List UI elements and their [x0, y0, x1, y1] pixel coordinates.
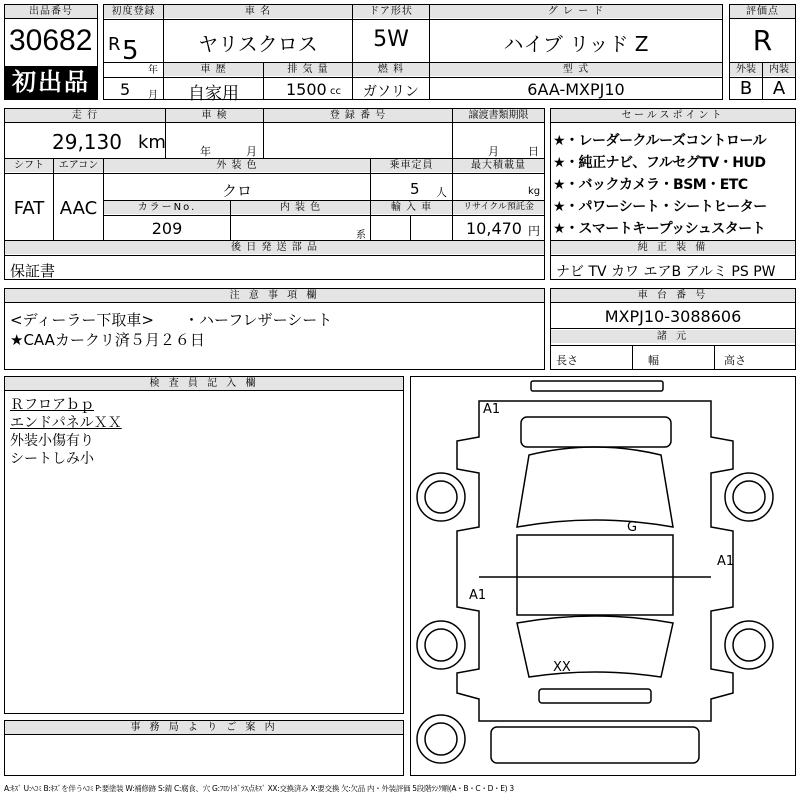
lot-label: 出品番号 [5, 5, 97, 19]
inspector-line: 外装小傷有り [10, 433, 94, 449]
color-code-label: カラーNo. [104, 201, 230, 214]
disp-label: 排 気 量 [264, 63, 352, 76]
grade: ハイブ リッド Z [503, 32, 649, 56]
notes-label: 注 意 事 項 欄 [5, 289, 544, 303]
inspector-label: 検 査 員 記 入 欄 [5, 377, 403, 391]
seats-unit: 人 [436, 186, 447, 199]
interior-label: 内 装 色 [231, 201, 370, 214]
reg-year-unit: 年 [148, 65, 158, 76]
lot-number: 30682 [9, 24, 93, 57]
reg-label: 初度登録 [104, 5, 163, 18]
damage-mark: XX [553, 660, 571, 675]
score-value: R [752, 24, 773, 57]
reg-era: R [108, 34, 121, 55]
office-label: 事 務 局 よ り ご 案 内 [5, 721, 403, 735]
color-code: 209 [151, 219, 183, 238]
grade-label: グ レ ー ド [430, 5, 722, 18]
reg-year: 5 [122, 36, 139, 66]
damage-mark: G [627, 520, 638, 535]
fuel: ガソリン [363, 84, 419, 100]
color-value: クロ [221, 182, 252, 200]
inspector-line: シートしみ小 [10, 451, 94, 467]
sales-item: ★・バックカメラ・BSM・ETC [553, 177, 748, 193]
interior-unit: 系 [356, 230, 366, 241]
sales-item: ★・パワーシート・シートヒーター [553, 199, 767, 215]
height-label: 高さ [724, 354, 746, 367]
sales-item: ★・レーダークルーズコントロール [553, 133, 767, 149]
sales-item: ★・純正ナビ、フルセグTV・HUD [553, 155, 766, 171]
reg-month: 5 [120, 80, 131, 99]
int-label: 内装 [763, 63, 795, 76]
width-label: 幅 [648, 354, 659, 367]
equipment: ナビ TV カワ エアB アルミ PS PW [556, 264, 776, 280]
later-parts-label: 後 日 発 送 部 品 [5, 241, 544, 254]
damage-mark: A1 [717, 554, 735, 569]
import-label: 輸 入 車 [371, 201, 452, 214]
ext-score: B [739, 78, 753, 99]
inspector-line: エンドパネルＸＸ [10, 415, 122, 431]
dims-label: 諸 元 [551, 330, 795, 343]
load-label: 最大積載量 [453, 159, 544, 172]
sales-item: ★・スマートキープッシュスタート [553, 221, 766, 237]
legend: A:ｷｽﾞ U:ﾍｺﾐ B:ｷｽﾞを伴うﾍｺﾐ P:要塗装 W:補修跡 S:錆 C:腐食、穴 G:ﾌﾛﾝﾄｶﾞﾗｽ点ｷｽﾞ XX:交換済み X:要交換 欠:欠品 内・外装評価 5段階ﾗﾝｸ順(A・B・C・D・E) 3 [4, 784, 514, 793]
mileage-unit: km [138, 132, 166, 153]
car-diagram [410, 376, 796, 776]
car-name-label: 車 名 [164, 5, 352, 18]
later-parts: 保証書 [10, 262, 56, 280]
load-unit: kg [528, 186, 541, 197]
car-name: ヤリスクロス [198, 32, 318, 56]
mileage-value: 29,130 [52, 130, 122, 154]
seats-value: 5 [410, 180, 420, 198]
score-label: 評価点 [730, 5, 795, 19]
reg-month-unit: 月 [148, 90, 158, 101]
transfer-label: 譲渡書類期限 [453, 109, 544, 122]
ac-label: エアコン [54, 159, 103, 172]
int-score: A [772, 78, 786, 99]
model-code: 6AA-MXPJ10 [527, 80, 625, 99]
model-label: 型 式 [430, 63, 722, 76]
history-label: 車 歴 [164, 63, 263, 76]
disp-unit: cc [330, 86, 341, 97]
damage-mark: A1 [469, 588, 487, 603]
chassis-number: MXPJ10-3088606 [604, 307, 742, 326]
car-outline [411, 377, 795, 775]
notes-line-1: <ディーラー下取車> ・ハーフレザーシート [10, 311, 333, 329]
shaken-month: 月 [246, 145, 257, 158]
recycle-value: 10,470 [466, 219, 522, 238]
color-label: 外 装 色 [104, 159, 370, 172]
first-listing-badge: 初出品 [5, 66, 97, 99]
recycle-label: リサイクル預託金 [453, 201, 544, 214]
notes-line-2: ★CAAカークリ済５月２６日 [10, 331, 205, 349]
ext-label: 外装 [730, 63, 762, 76]
seats-label: 乗車定員 [371, 159, 452, 172]
recycle-unit: 円 [528, 224, 541, 238]
damage-mark: A1 [483, 402, 501, 417]
transfer-day: 日 [528, 145, 539, 158]
door-type: 5W [373, 27, 409, 52]
sales-label: セールスポイント [551, 109, 795, 123]
equip-label: 純 正 装 備 [551, 241, 795, 254]
door-label: ドア形状 [353, 5, 429, 18]
transfer-month: 月 [488, 145, 499, 158]
chassis-label: 車 台 番 号 [551, 289, 795, 303]
history: 自家用 [188, 84, 239, 104]
shift-label: シフト [5, 159, 53, 172]
inspector-line: Ｒフロアｂｐ [10, 397, 94, 413]
displacement: 1500 [286, 80, 327, 99]
shaken-year: 年 [200, 145, 211, 158]
shaken-label: 車 検 [166, 109, 263, 122]
mileage-label: 走 行 [5, 109, 165, 122]
plate-label: 登 録 番 号 [264, 109, 452, 122]
fuel-label: 燃 料 [353, 63, 429, 76]
shift-value: FAT [13, 198, 45, 219]
length-label: 長さ [556, 354, 578, 367]
ac-value: AAC [59, 198, 98, 219]
